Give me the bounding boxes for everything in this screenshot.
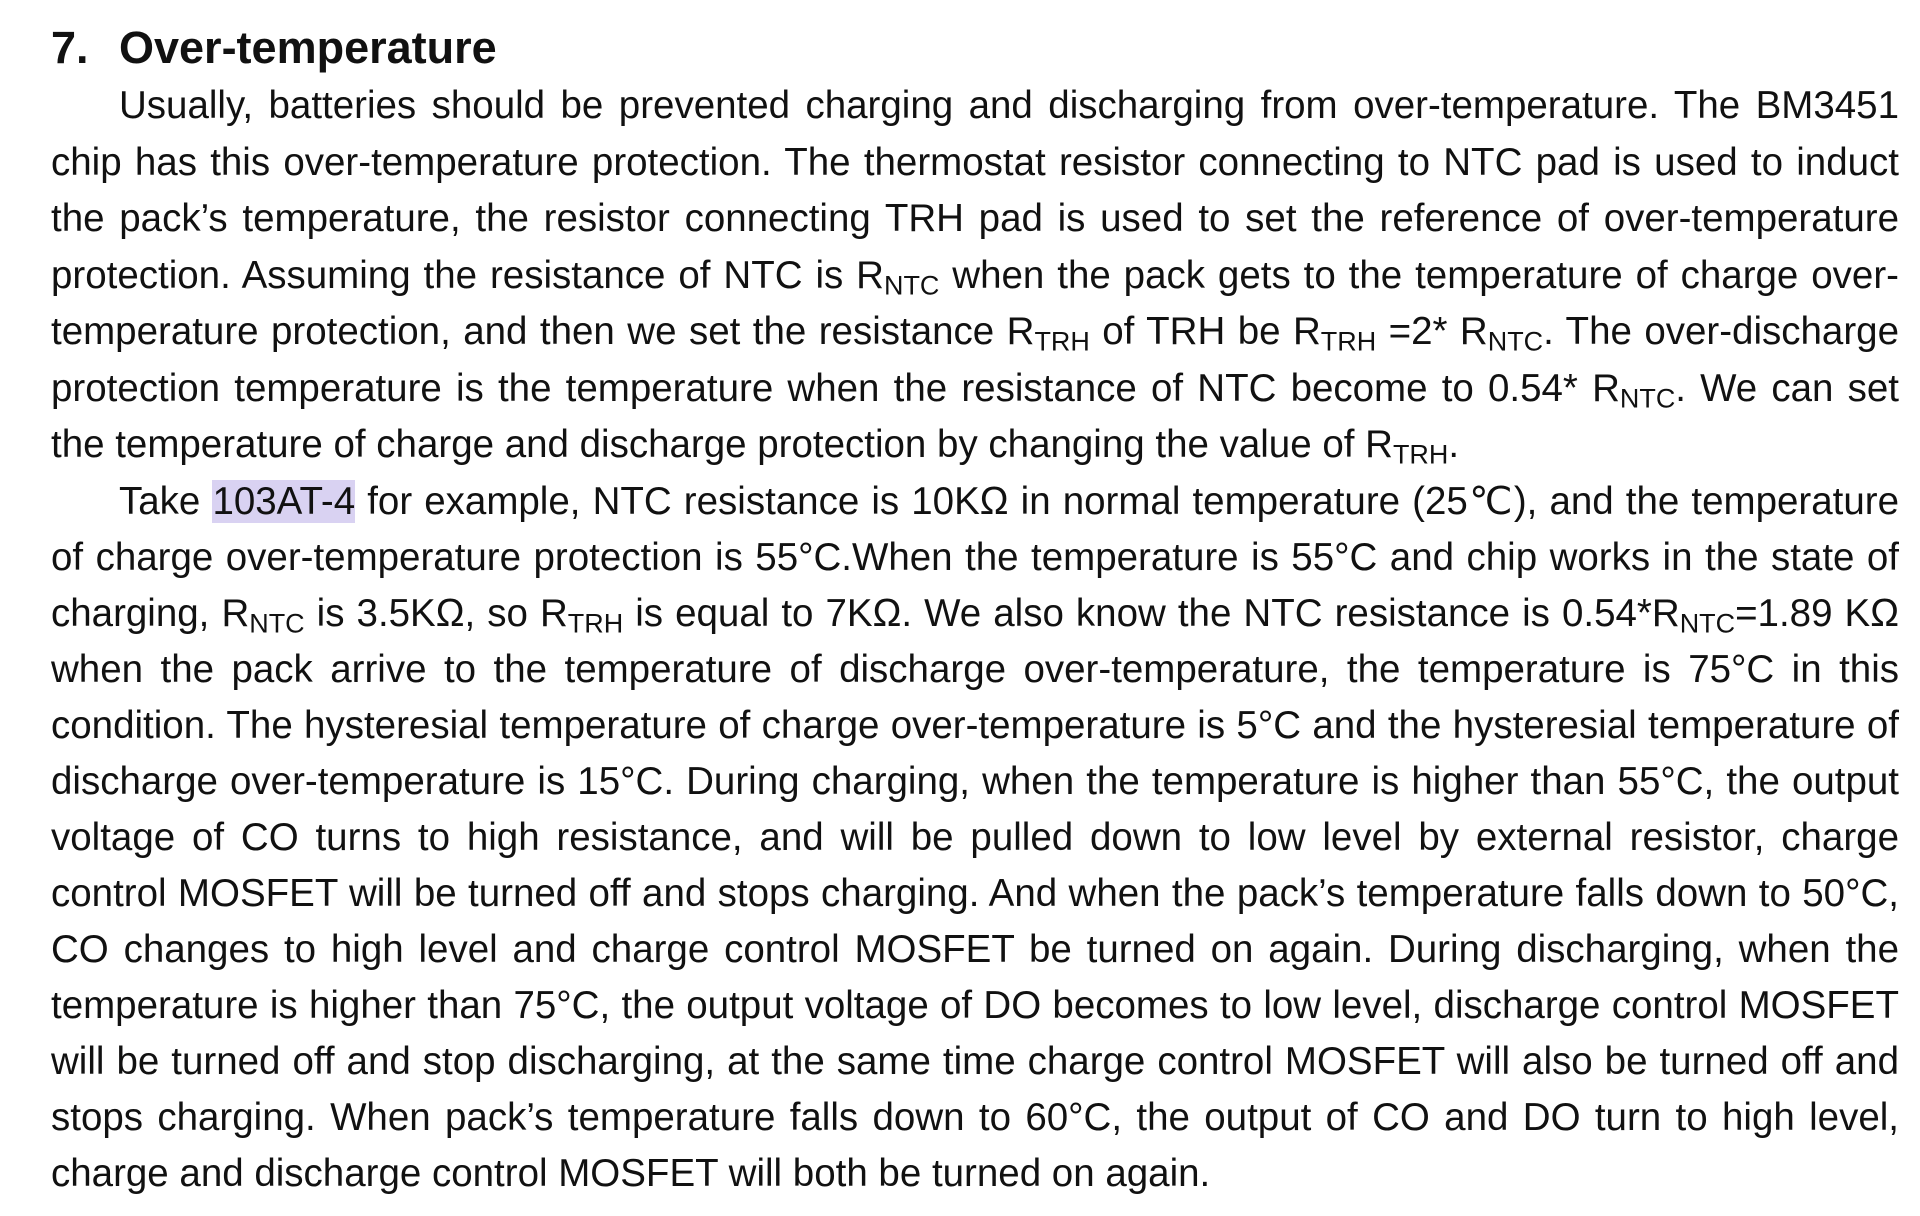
text-run: when the pack gets to the temperature of charge over-temperature protection, and then we set the resistance [51,253,1899,353]
symbol-r: R [1651,591,1680,635]
paragraph-example [51,474,1899,1202]
subscript-trh: TRH [1392,439,1449,470]
subscript-ntc: NTC [1619,383,1676,414]
symbol-r: R [221,591,250,635]
text-run: . [1448,423,1460,466]
symbol-r: R [1592,366,1620,410]
text-run: =1.89 KΩ when the pack arrive to the temperature of discharge over-temperature, the temperature is 75°C in this condition. The hysteresial temperature of charge over-temperature is 5°C and the hysteresial temperature of discharge over-temperature is 15°C. During charging, when the temperature is higher than 55°C, the output voltage of CO turns to high resistance, and will be pulled down to low level by external resistor, charge control MOSFET will be turned off and stops charging. And when the pack’s temperature falls down to 50°C, CO changes to high level and charge control MOSFET be turned on again. During discharging, when the temperature is higher than 75°C, the output voltage of DO becomes to low level, discharge control MOSFET will be turned off and stop discharging, at the same time charge control MOSFET will also be turned off and stops charging. When pack’s temperature falls down to 60°C, the output of CO and DO turn to high level, charge and discharge control MOSFET will both be turned on again. [51,591,1899,1195]
text-run: of TRH be [1089,310,1293,353]
text-run: Take [119,479,213,523]
symbol-r: R [1365,423,1393,466]
subscript-ntc: NTC [1679,608,1736,639]
subscript-trh: TRH [567,608,624,639]
symbol-r: R [539,591,568,635]
subscript-ntc: NTC [883,270,940,301]
document-page [51,18,1899,1202]
subscript-ntc: NTC [1487,326,1544,357]
symbol-r: R [1006,310,1035,353]
text-run: =2* [1376,310,1460,353]
text-run: is equal to 7KΩ. We also know the NTC resistance is 0.54* [623,591,1652,635]
text-run: . The over-discharge protection temperature is the temperature when the resistance of NTC become to 0.54* [51,310,1899,410]
subscript-trh: TRH [1034,326,1090,357]
text-run: . We can set the temperature of charge and discharge protection by changing the value of [51,366,1899,466]
section-number: 7. [51,22,89,73]
paragraph-intro [51,78,1899,474]
symbol-r: R [856,253,884,297]
text-run: Usually, batteries should be prevented charging and discharging from over-temperature. The BM3451 chip has this over-temperature protection. The thermostat resistor connecting to NTC pad is used to induct the pack’s temperature, the resistor connecting TRH pad is used to set the reference of over-temperature protection. Assuming the resistance of NTC is [51,84,1899,297]
subscript-trh: TRH [1320,326,1377,357]
text-run: is 3.5KΩ, so [304,591,540,635]
subscript-ntc: NTC [249,608,305,639]
highlighted-part-number[interactable]: 103AT-4 [212,479,356,523]
symbol-r: R [1292,310,1321,353]
section-title: Over-temperature [119,22,497,73]
section-heading [51,18,1899,78]
symbol-r: R [1459,310,1488,353]
text-run: for example, NTC resistance is 10KΩ in normal temperature (25℃), and the temperature of charge over-temperature protection is 55°C.When the temperature is 55°C and chip works in the state of charging, [51,479,1899,635]
